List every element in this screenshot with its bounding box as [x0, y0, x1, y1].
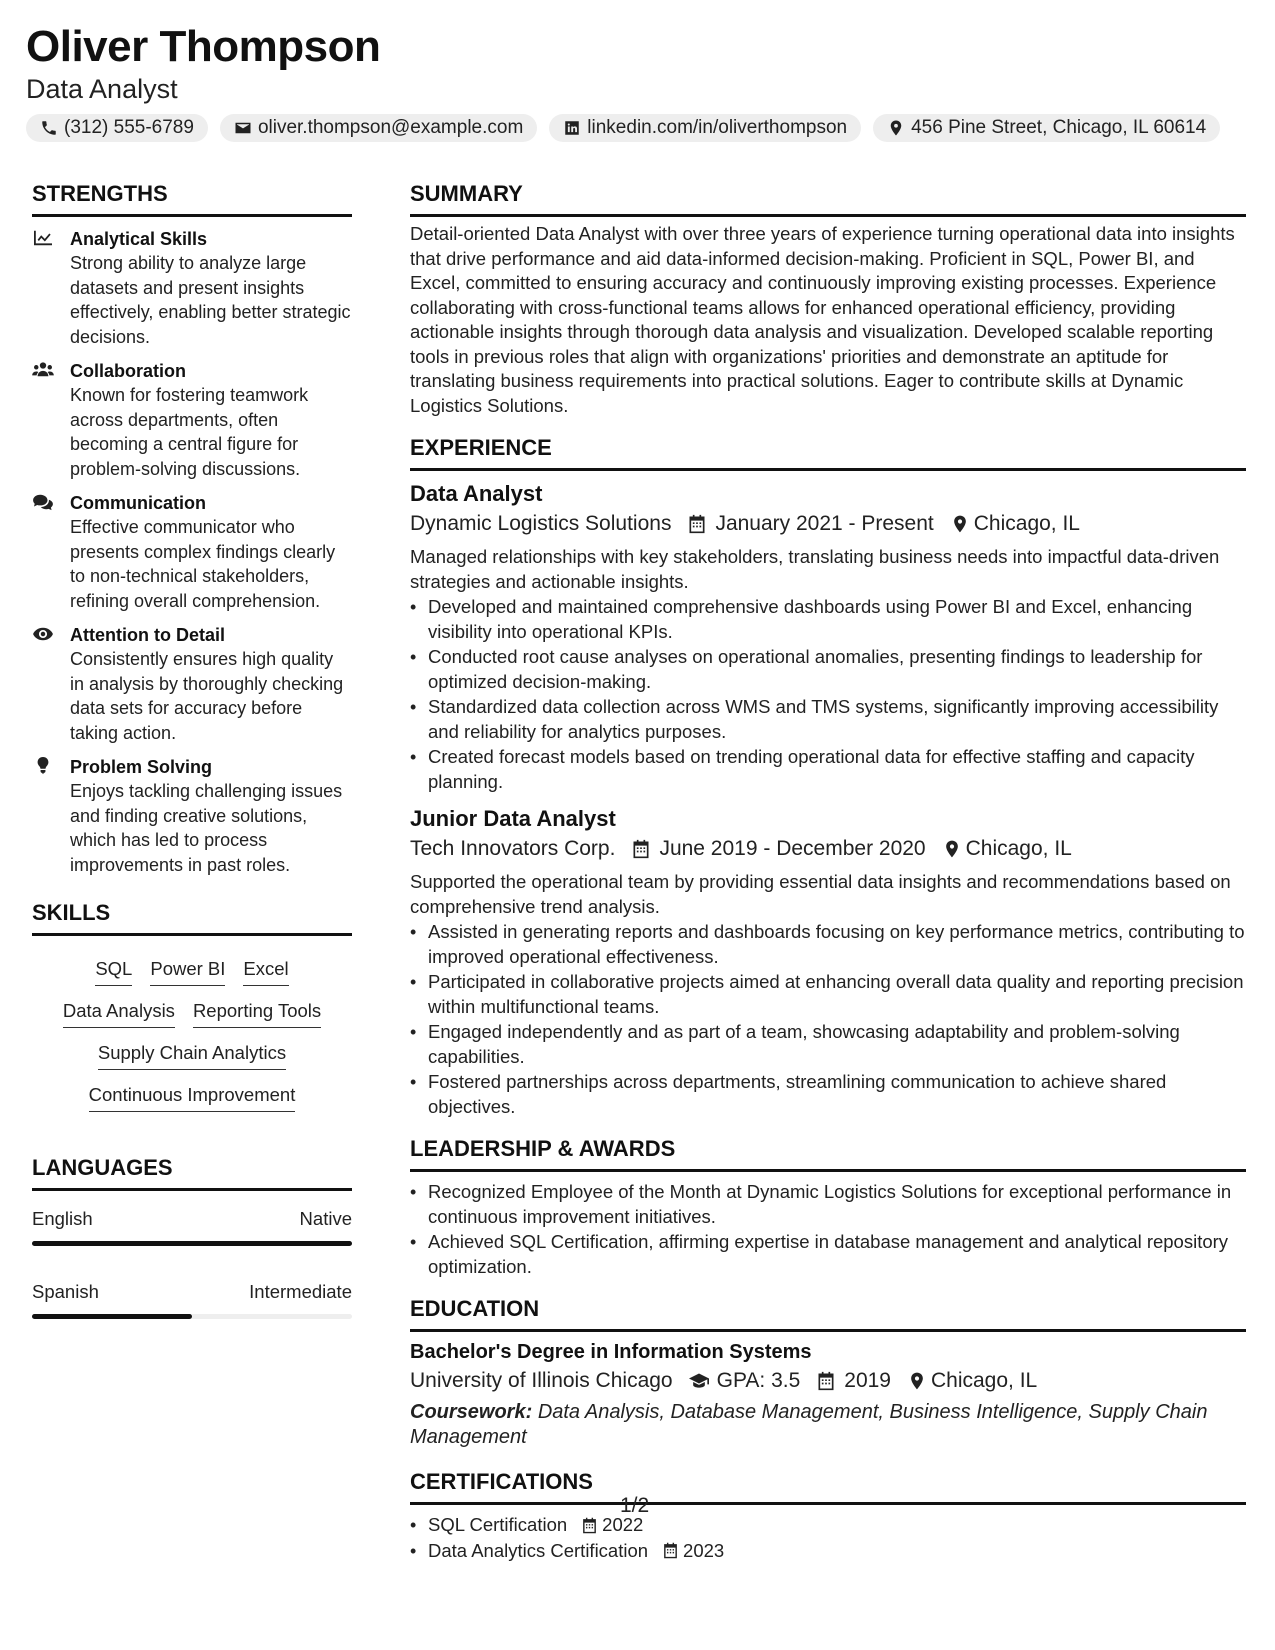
certifications-list [410, 1513, 1246, 1563]
coursework-list: Data Analysis, Database Management, Business Intelligence, Supply Chain Management [410, 1401, 1208, 1448]
strength-desc: Known for fostering teamwork across departments, often becoming a central figure for problem-solving discussions. [70, 385, 309, 479]
location-pin-icon [907, 1371, 927, 1391]
leadership-bullets [410, 1180, 1246, 1279]
school-name: University of Illinois Chicago [410, 1369, 673, 1392]
strength-title: Analytical Skills [70, 229, 208, 249]
school-location: Chicago, IL [930, 1369, 1038, 1392]
language-name: Spanish [32, 1281, 99, 1302]
education-section [410, 1295, 1246, 1450]
job-description: Managed relationships with key stakeholders, translating business needs into impactful data-driven strategies and actionable insights. [410, 546, 1220, 592]
phone-icon [40, 119, 58, 137]
job-location: Chicago, IL [965, 837, 1072, 860]
certification-name: • SQL Certification [428, 1514, 568, 1535]
contact-bar [26, 114, 1220, 142]
language-bar-fill [32, 1241, 352, 1246]
skills-section [32, 899, 352, 1112]
contact-address-text: 456 Pine Street, Chicago, IL 60614 [911, 117, 1207, 138]
job-dates: January 2021 - Present [715, 512, 934, 535]
job-bullet: • Engaged independently and as part of a team, showcasing adaptability and problem-solving capabilities. [410, 1020, 1246, 1069]
skill-tag: Excel [243, 958, 288, 986]
eye-icon [32, 625, 54, 643]
gpa: GPA: 3.5 [716, 1369, 801, 1392]
summary-text: Detail-oriented Data Analyst with over three years of experience turning operational data into insights that drive performance and aid data-informed decision-making. Proficient in SQL, Power BI, and Excel, committed to ensuring accuracy and continuously improving existing processes. Experience collaborating with cross-functional teams allows for enhanced operational efficiency, providing actionable insights through thorough data analysis and visualization. Developed scalable reporting tools in previous roles that align with organizations' priorities and demonstrate an aptitude for translating business requirements into practical solutions. Eager to contribute skills at Dynamic Logistics Solutions. [410, 223, 1235, 416]
strength-item [32, 227, 352, 349]
location-pin-icon [887, 119, 905, 137]
skill-tag: Supply Chain Analytics [98, 1042, 286, 1070]
leadership-section [410, 1135, 1246, 1279]
right-column [410, 180, 1246, 1563]
languages-heading: LANGUAGES [32, 1155, 173, 1180]
certifications-heading: CERTIFICATIONS [410, 1469, 593, 1494]
skills-heading: SKILLS [32, 900, 111, 925]
contact-phone[interactable] [26, 114, 208, 142]
job-company: Tech Innovators Corp. [410, 837, 616, 860]
strength-title: Problem Solving [70, 757, 213, 777]
strength-desc: Effective communicator who presents complex findings clearly to non-technical stakeholders, refining overall comprehension. [70, 517, 336, 611]
certifications-section [410, 1468, 1246, 1563]
comments-icon [32, 493, 54, 511]
candidate-title: Data Analyst [26, 74, 178, 104]
section-divider [32, 214, 352, 217]
language-level: Intermediate [249, 1281, 352, 1302]
strength-title: Collaboration [70, 361, 186, 381]
summary-section [410, 180, 1246, 418]
certification-item [410, 1513, 1246, 1538]
strengths-section [32, 180, 352, 877]
strength-item [32, 623, 352, 745]
coursework [410, 1400, 1246, 1450]
skill-tag: Reporting Tools [193, 1000, 321, 1028]
skill-tag: Power BI [150, 958, 225, 986]
certification-year: 2022 [602, 1514, 644, 1535]
graduation-cap-icon [689, 1371, 709, 1391]
leadership-heading: LEADERSHIP & AWARDS [410, 1136, 676, 1161]
language-bar-fill [32, 1314, 192, 1319]
coursework-label: Coursework: [410, 1401, 533, 1423]
certification-year: 2023 [683, 1539, 725, 1561]
calendar-icon [816, 1371, 836, 1391]
award-bullet: • Achieved SQL Certification, affirming expertise in database management and analytical repository optimization. [410, 1230, 1246, 1279]
section-divider [410, 1329, 1246, 1332]
page-number: 1/2 [620, 1494, 650, 1517]
calendar-icon [662, 1542, 679, 1559]
location-pin-icon [950, 514, 970, 534]
contact-email-text: oliver.thompson@example.com [257, 117, 524, 138]
contact-linkedin[interactable] [549, 114, 861, 142]
section-divider [410, 468, 1246, 471]
job-entry [410, 804, 1246, 1119]
strength-desc: Consistently ensures high quality in analysis by thoroughly checking data sets for accuracy before taking action. [70, 649, 344, 743]
job-description: Supported the operational team by providing essential data insights and recommendations based on comprehensive trend analysis. [410, 871, 1231, 917]
strength-item [32, 491, 352, 613]
strength-desc: Strong ability to analyze large datasets and present insights effectively, enabling better strategic decisions. [70, 253, 351, 347]
chart-line-icon [32, 229, 54, 247]
graduation-year: 2019 [844, 1369, 891, 1392]
experience-heading: EXPERIENCE [410, 435, 552, 460]
contact-email[interactable] [220, 114, 537, 142]
contact-address[interactable] [873, 114, 1220, 142]
contact-phone-text: (312) 555-6789 [64, 117, 194, 138]
language-bar [32, 1314, 352, 1319]
section-divider [410, 214, 1246, 217]
linkedin-icon [563, 119, 581, 137]
strength-item [32, 755, 352, 877]
section-divider [32, 1188, 352, 1191]
contact-linkedin-text: linkedin.com/in/oliverthompson [587, 117, 848, 138]
candidate-name: Oliver Thompson [26, 22, 381, 71]
strength-title: Attention to Detail [70, 625, 225, 645]
users-icon [32, 361, 54, 379]
lightbulb-icon [32, 757, 54, 775]
experience-section [410, 434, 1246, 1119]
language-name: English [32, 1208, 93, 1229]
skill-tag: Data Analysis [63, 1000, 175, 1028]
language-bar [32, 1241, 352, 1246]
job-bullet: • Assisted in generating reports and dashboards focusing on key performance metrics, contributing to improved operational effectiveness. [410, 920, 1246, 969]
certification-name: • Data Analytics Certification [428, 1539, 649, 1561]
strength-title: Communication [70, 493, 207, 513]
job-bullet: • Fostered partnerships across departments, streamlining communication to achieve shared objectives. [410, 1070, 1246, 1119]
job-role: Junior Data Analyst [410, 806, 616, 831]
job-company: Dynamic Logistics Solutions [410, 512, 672, 535]
calendar-icon [581, 1517, 598, 1534]
job-bullet: • Conducted root cause analyses on operational anomalies, presenting findings to leadership for optimized decision-making. [410, 645, 1246, 694]
section-divider [410, 1169, 1246, 1172]
job-location: Chicago, IL [973, 512, 1080, 535]
job-bullet: • Standardized data collection across WMS and TMS systems, significantly improving accessibility and reliability for analytics purposes. [410, 695, 1246, 744]
education-heading: EDUCATION [410, 1296, 540, 1321]
skill-tag: Continuous Improvement [89, 1084, 296, 1112]
job-bullet: • Created forecast models based on trending operational data for effective staffing and capacity planning. [410, 745, 1246, 794]
language-item [32, 1207, 352, 1246]
job-entry [410, 479, 1246, 794]
job-bullets [410, 920, 1246, 1119]
job-dates: June 2019 - December 2020 [659, 837, 926, 860]
section-divider [410, 1502, 1246, 1505]
language-level: Native [299, 1208, 352, 1229]
strengths-heading: STRENGTHS [32, 181, 168, 206]
languages-section [32, 1154, 352, 1319]
job-bullets [410, 595, 1246, 794]
strength-item [32, 359, 352, 481]
envelope-icon [234, 119, 252, 137]
strength-desc: Enjoys tackling challenging issues and finding creative solutions, which has led to process improvements in past roles. [70, 781, 343, 875]
summary-heading: SUMMARY [410, 181, 523, 206]
language-item [32, 1280, 352, 1319]
calendar-icon [687, 514, 707, 534]
calendar-icon [631, 839, 651, 859]
skill-tag: SQL [95, 958, 132, 986]
left-column [32, 180, 352, 1319]
certification-item [410, 1539, 1246, 1564]
job-bullet: • Participated in collaborative projects aimed at enhancing overall data quality and reporting precision within multifunctional teams. [410, 970, 1246, 1019]
job-role: Data Analyst [410, 481, 543, 506]
job-bullet: • Developed and maintained comprehensive dashboards using Power BI and Excel, enhancing visibility into operational KPIs. [410, 595, 1246, 644]
location-pin-icon [942, 839, 962, 859]
award-bullet: • Recognized Employee of the Month at Dynamic Logistics Solutions for exceptional performance in continuous improvement initiatives. [410, 1180, 1246, 1229]
degree-title: Bachelor's Degree in Information Systems [410, 1341, 812, 1363]
